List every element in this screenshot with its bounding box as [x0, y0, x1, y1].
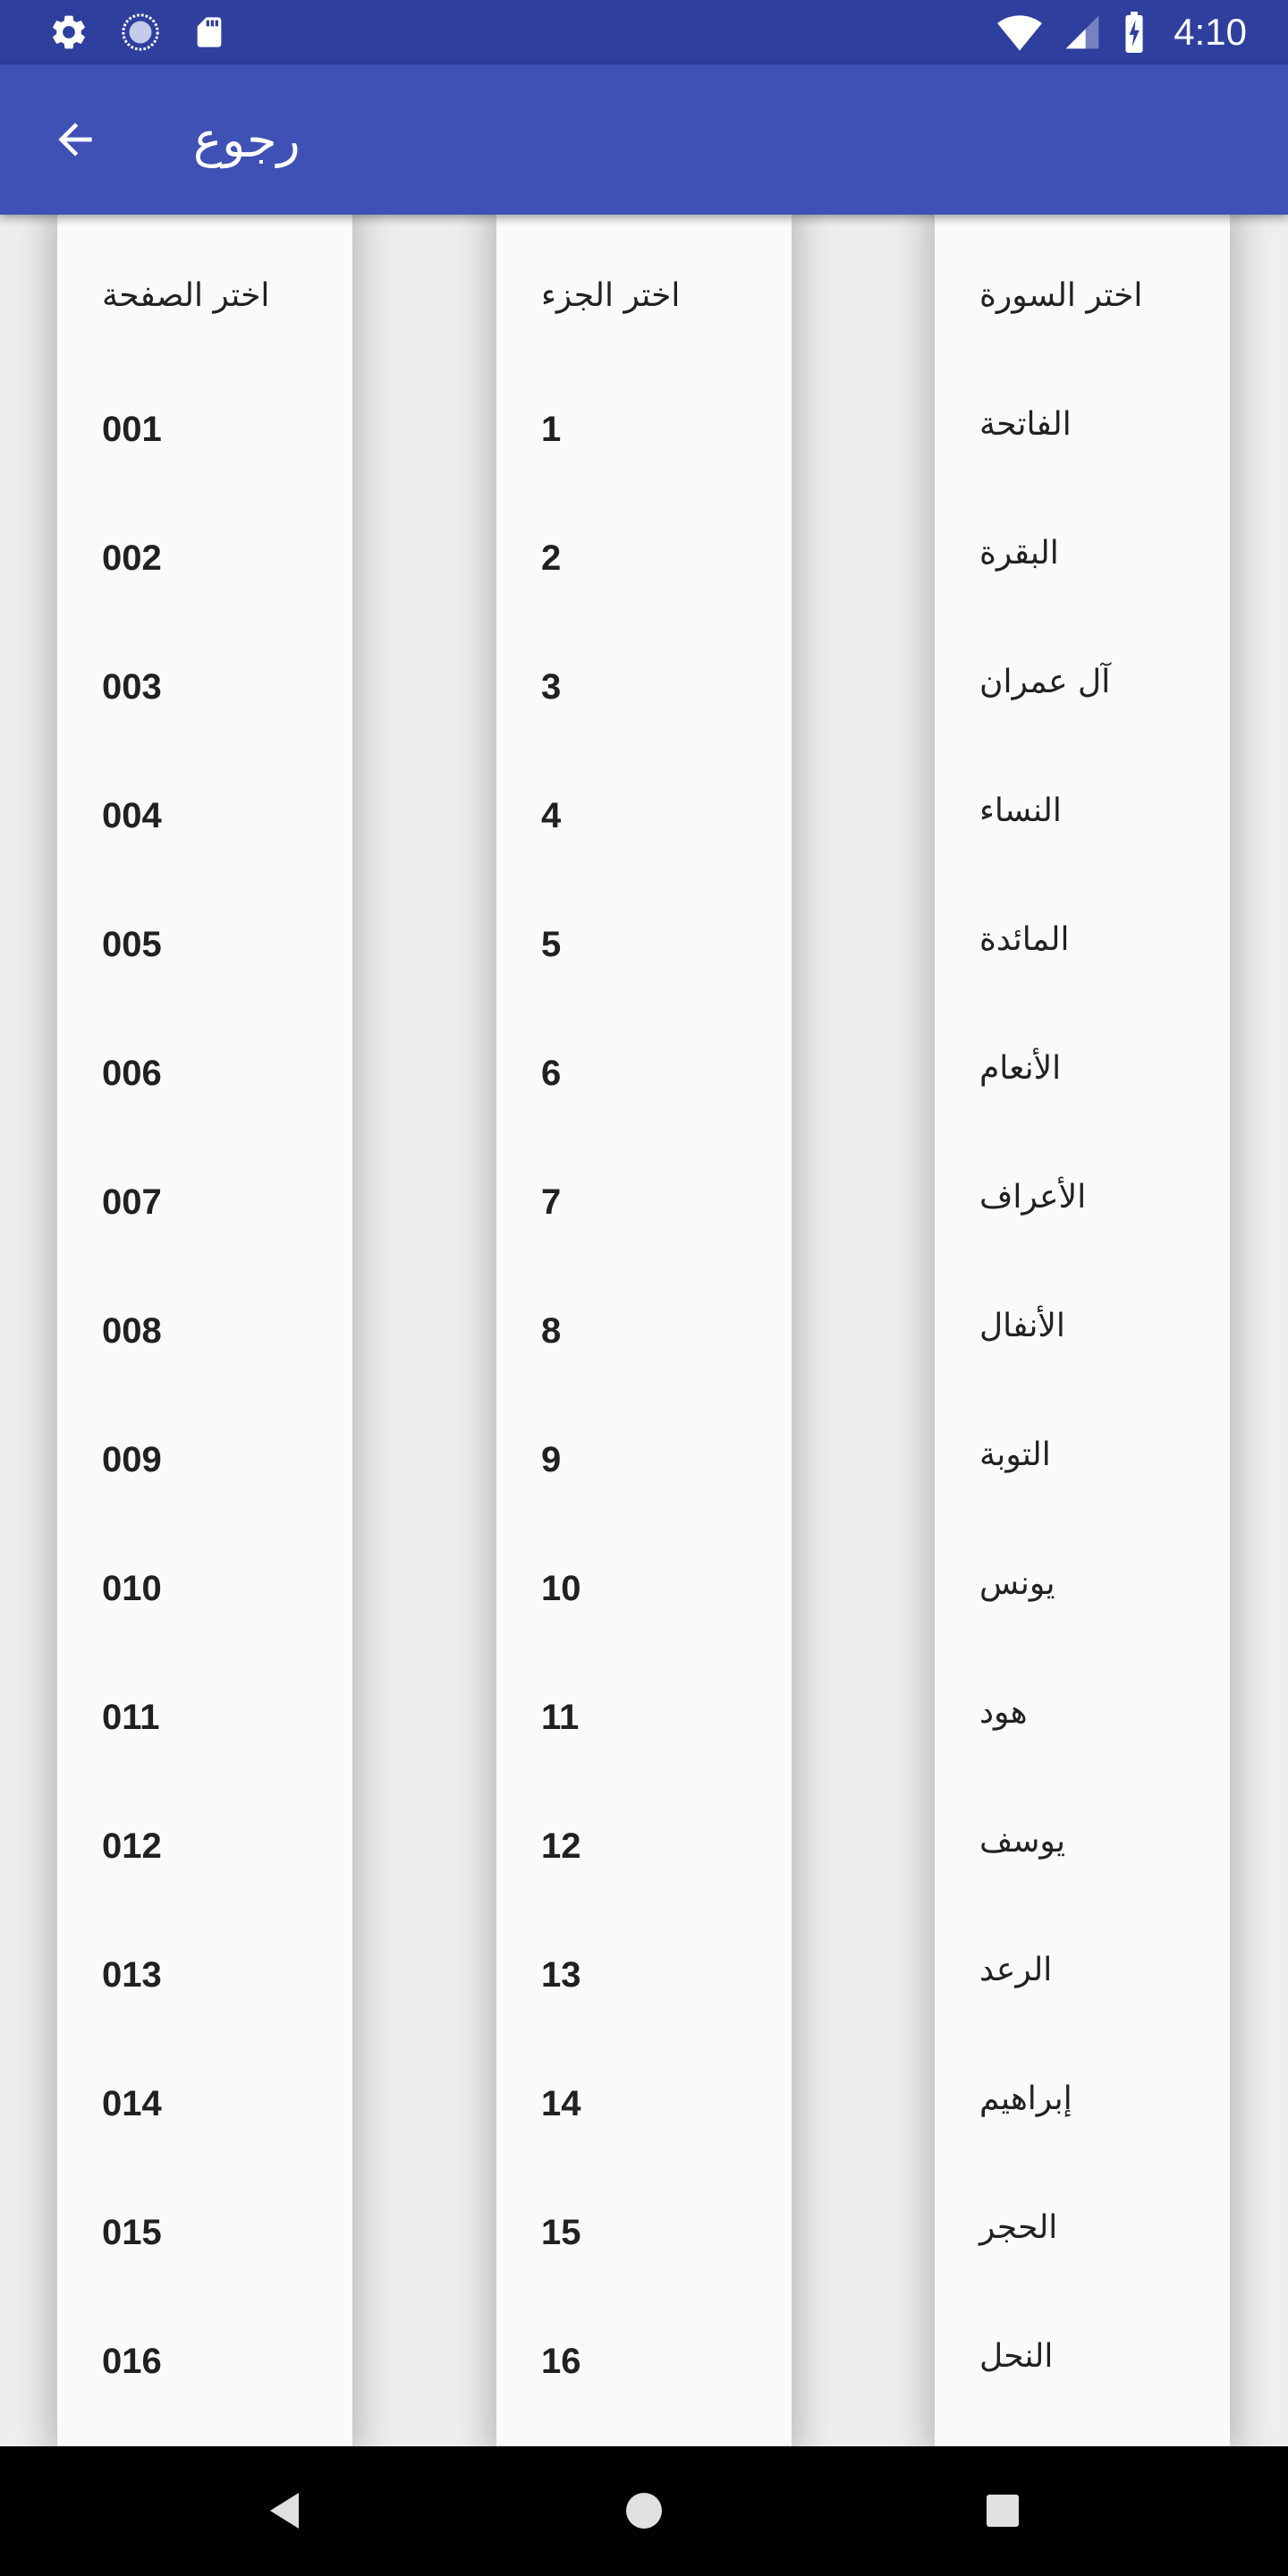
page-item[interactable]: 012 — [102, 1826, 162, 1866]
page-item[interactable]: 014 — [102, 2084, 162, 2123]
status-bar — [0, 0, 1288, 64]
juz-item[interactable]: 3 — [541, 667, 562, 707]
surah-item[interactable]: البقرة — [979, 535, 1059, 572]
juz-item[interactable]: 13 — [541, 1955, 581, 1995]
page-item[interactable]: 016 — [102, 2342, 162, 2381]
nav-home-icon — [624, 2491, 664, 2530]
page-item[interactable]: 007 — [102, 1182, 162, 1222]
page-item[interactable]: 008 — [102, 1311, 162, 1351]
juz-item[interactable]: 7 — [541, 1182, 562, 1222]
arrow-back-icon — [50, 114, 100, 165]
sync-icon — [120, 12, 161, 53]
wifi-icon — [996, 13, 1043, 52]
surah-item[interactable]: الرعد — [979, 1952, 1053, 1988]
sd-card-icon — [191, 13, 227, 52]
surah-item[interactable]: يونس — [979, 1565, 1055, 1602]
juz-item[interactable]: 4 — [541, 796, 562, 835]
nav-home-button[interactable] — [615, 2482, 673, 2539]
nav-back-icon — [267, 2491, 302, 2530]
surah-item[interactable]: المائدة — [979, 921, 1070, 958]
nav-recents-icon — [985, 2493, 1021, 2529]
juz-item[interactable]: 9 — [541, 1440, 562, 1479]
page-item[interactable]: 002 — [102, 538, 162, 578]
status-time: 4:10 — [1174, 11, 1247, 53]
settings-icon — [48, 12, 89, 53]
surah-item[interactable]: الفاتحة — [979, 406, 1072, 443]
app-bar — [0, 64, 1288, 215]
juz-picker-header: اختر الجزء — [541, 277, 681, 314]
back-button[interactable] — [39, 104, 111, 175]
page-item[interactable]: 006 — [102, 1054, 162, 1093]
status-bar-right-icons — [996, 11, 1247, 54]
page-item[interactable]: 010 — [102, 1569, 162, 1608]
cellular-signal-icon — [1063, 13, 1102, 52]
system-nav-bar — [0, 2446, 1288, 2576]
juz-item[interactable]: 1 — [541, 410, 562, 449]
status-bar-left-icons — [48, 11, 227, 54]
juz-item[interactable]: 10 — [541, 1569, 581, 1608]
surah-item[interactable]: هود — [979, 1694, 1028, 1731]
page-item[interactable]: 015 — [102, 2213, 162, 2252]
juz-item[interactable]: 6 — [541, 1054, 562, 1093]
page-picker-header: اختر الصفحة — [102, 277, 270, 314]
juz-item[interactable]: 5 — [541, 925, 562, 964]
surah-picker-header: اختر السورة — [979, 277, 1143, 314]
surah-item[interactable]: الأنعام — [979, 1050, 1062, 1087]
juz-item[interactable]: 14 — [541, 2084, 581, 2123]
page-item[interactable]: 004 — [102, 796, 162, 835]
juz-item[interactable]: 15 — [541, 2213, 581, 2252]
battery-charging-icon — [1122, 12, 1147, 53]
surah-item[interactable]: الحجر — [979, 2209, 1058, 2246]
page-title: رجوع — [193, 112, 301, 168]
surah-item[interactable]: التوبة — [979, 1436, 1051, 1473]
page-item[interactable]: 009 — [102, 1440, 162, 1479]
juz-item[interactable]: 16 — [541, 2342, 581, 2381]
page-item[interactable]: 005 — [102, 925, 162, 964]
juz-item[interactable]: 2 — [541, 538, 562, 578]
page-item[interactable]: 013 — [102, 1955, 162, 1995]
nav-recents-button[interactable] — [974, 2482, 1031, 2539]
juz-item[interactable]: 12 — [541, 1826, 581, 1866]
juz-item[interactable]: 11 — [541, 1698, 580, 1737]
page-item[interactable]: 001 — [102, 410, 162, 449]
surah-item[interactable]: النساء — [979, 792, 1062, 829]
surah-picker-column[interactable] — [935, 215, 1230, 2446]
surah-item[interactable]: الأعراف — [979, 1179, 1087, 1216]
surah-item[interactable]: الأنفال — [979, 1308, 1065, 1344]
picker-content — [0, 215, 1288, 2446]
surah-item[interactable]: إبراهيم — [979, 2080, 1072, 2117]
juz-item[interactable]: 8 — [541, 1311, 562, 1351]
juz-picker-column[interactable] — [496, 215, 792, 2446]
page-item[interactable]: 003 — [102, 667, 162, 707]
page-picker-column[interactable] — [57, 215, 352, 2446]
nav-back-button[interactable] — [256, 2482, 313, 2539]
page-item[interactable]: 011 — [102, 1698, 160, 1737]
surah-item[interactable]: يوسف — [979, 1823, 1066, 1860]
surah-item[interactable]: آل عمران — [979, 664, 1111, 700]
surah-item[interactable]: النحل — [979, 2338, 1054, 2375]
